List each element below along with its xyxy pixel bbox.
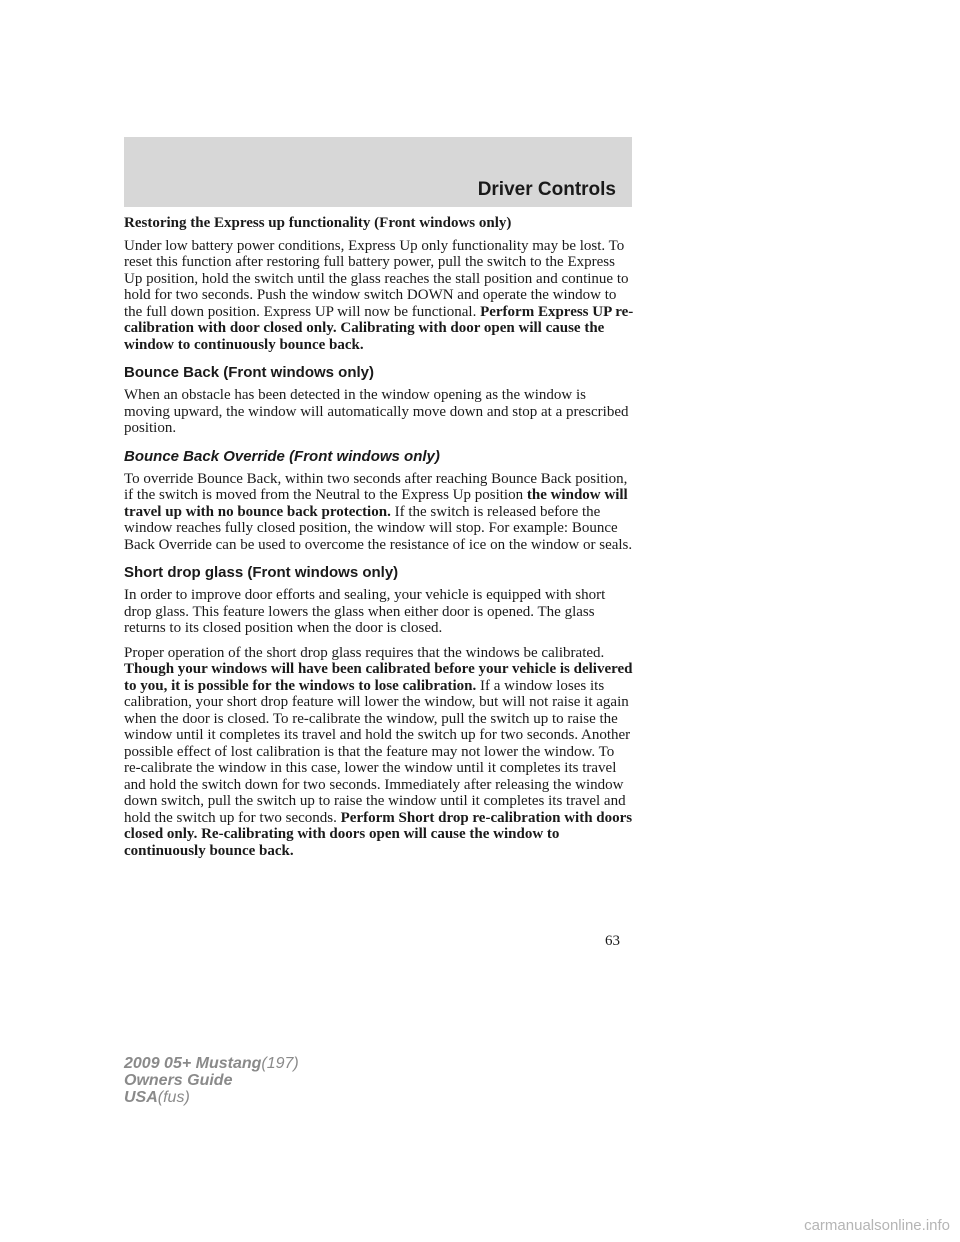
override-body-b: If the switch is released before the window reaches fully closed position, the window will stop. For example: Bounce Back Override can be used to overcome the resistance of ice on the window or seals. [124, 503, 633, 553]
footer-model: 2009 05+ Mustang [124, 1055, 262, 1072]
express-up-body: Under low battery power conditions, Express Up only functionality may be lost. To reset this function after restoring full battery power, pull the switch to the Express Up position, hold the switch until the glass reaches the stall position and continue to hold for two seconds. Push the window switch DOWN and operate the window to the full down position. Express UP will now be functional. [124, 237, 629, 320]
express-up-paragraph [124, 238, 634, 354]
footer [124, 1055, 299, 1106]
watermark-link[interactable]: carmanualsonline.info [804, 1217, 950, 1234]
short-drop-bold-1: Though your windows will have been calibrated before your vehicle is delivered to you, it is possible for the windows to lose calibration. [124, 661, 633, 694]
page-number: 63 [605, 933, 620, 949]
express-up-warning: Perform Express UP re-calibration with door closed only. Calibrating with door open will cause the window to continuously bounce back. [124, 303, 634, 353]
bounce-back-override-heading: Bounce Back Override (Front windows only) [124, 447, 440, 465]
override-warning: the window will travel up with no bounce back protection. [124, 487, 628, 520]
footer-line-3 [124, 1089, 299, 1106]
short-drop-body-a: Proper operation of the short drop glass requires that the windows be calibrated. [124, 644, 605, 661]
header-bar [124, 137, 632, 207]
footer-code: (197) [261, 1055, 299, 1072]
footer-market: USA [124, 1089, 158, 1106]
section-title: Driver Controls [477, 179, 616, 200]
short-drop-body-b: If a window loses its calibration, your short drop feature will lower the window, but will not raise it again when the door is closed. To re-calibrate the window, pull the switch up to raise the window until it completes its travel and hold the switch up for two seconds. Another possible effect of lost calibration is that the feature may not lower the window. To re-calibrate the window in this case, lower the window until it completes its travel and hold the switch down for two seconds. Immediately after releasing the window down switch, pull the switch up to raise the window until it completes its travel and hold the switch up for two seconds. [124, 677, 631, 826]
short-drop-paragraph-1: In order to improve door efforts and sealing, your vehicle is equipped with short drop glass. This feature lowers the glass when either door is opened. The glass returns to its closed position when the door is closed. [124, 587, 606, 636]
short-drop-warning: Perform Short drop re-calibration with doors closed only. Re-calibrating with doors open will cause the window to continuously bounce back. [124, 809, 633, 859]
short-drop-paragraph-2 [124, 645, 634, 860]
express-up-heading: Restoring the Express up functionality (Front windows only) [124, 215, 512, 231]
footer-line-2 [124, 1072, 299, 1089]
bounce-back-body: When an obstacle has been detected in the window opening as the window is moving upward, the window will automatically move down and stop at a prescribed position. [124, 387, 629, 436]
footer-line-1 [124, 1055, 299, 1072]
footer-market-code: (fus) [157, 1089, 190, 1106]
override-body-a: To override Bounce Back, within two seconds after reaching Bounce Back position, if the switch is moved from the Neutral to the Express Up position [124, 470, 628, 503]
bounce-back-heading: Bounce Back (Front windows only) [124, 364, 375, 381]
bounce-back-override-paragraph [124, 471, 634, 554]
page-content [124, 215, 634, 867]
short-drop-heading: Short drop glass (Front windows only) [124, 564, 399, 581]
footer-guide: Owners Guide [124, 1072, 233, 1089]
